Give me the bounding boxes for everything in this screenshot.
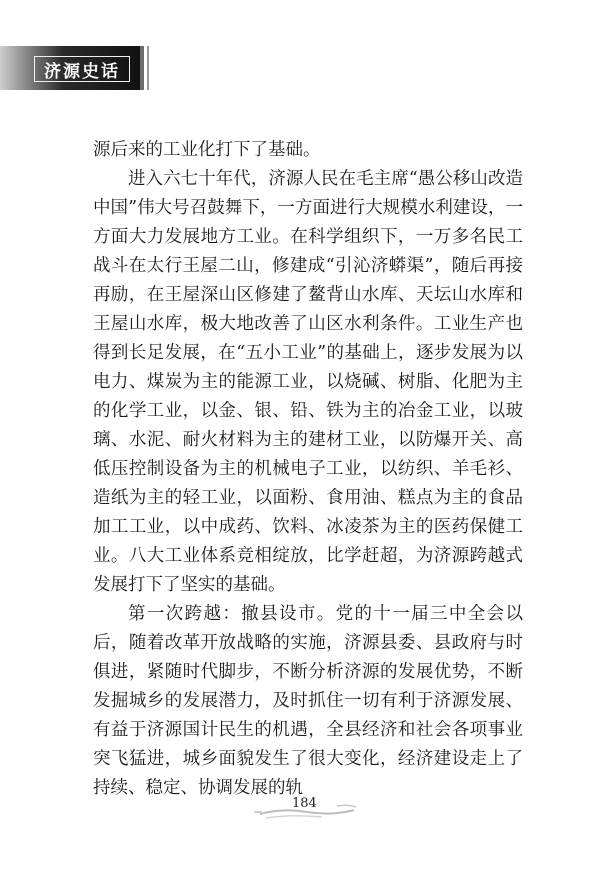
paragraph: 第一次跨越：撤县设市。党的十一届三中全会以后，随着改革开放战略的实施，济源县委、县政府与时俱进，紧随时代脚步，不断分析济源的发展优势，不断发掘城乡的发展潜力，及时抓住一切有利于济源发展、有益于济源国计民生的机遇，全县经济和社会各项事业突飞猛进，城乡面貌发生了很大变化，经济建设走上了持续、稳定、协调发展的轨 [93, 604, 523, 798]
series-title: 济源史话 [44, 61, 120, 82]
paragraph: 进入六七十年代，济源人民在毛主席“愚公移山改造中国”伟大号召鼓舞下，一方面进行大规模水利建设，一方面大力发展地方工业。在科学组织下，一万多名民工战斗在太行王屋二山，修建成“引沁济蟒渠”，随后再接再励，在王屋深山区修建了鳌背山水库、天坛山水库和王屋山水库，极大地改善了山区水利条件。工业生产也得到长足发展，在“五小工业”的基础上，逐步发展为以电力、煤炭为主的能源工业，以烧碱、树脂、化肥为主的化学工业，以金、银、铅、铁为主的冶金工业，以玻璃、水泥、耐火材料为主的建材工业，以防爆开关、高低压控制设备为主的机械电子工业，以纺织、羊毛衫、造纸为主的轻工业，以面粉、食用油、糕点为主的食品加工工业，以中成药、饮料、冰凌茶为主的医药保健工业。八大工业体系竞相绽放，比学赶超，为济源跨越式发展打下了坚实的基础。 [93, 169, 523, 595]
paragraph: 源后来的工业化打下了基础。 [93, 140, 321, 160]
page-number: 184 [292, 796, 317, 811]
series-title-frame [34, 56, 130, 82]
body-text [93, 136, 523, 803]
header-divider [147, 46, 149, 90]
header-divider [140, 46, 144, 90]
page-footer [0, 792, 609, 822]
